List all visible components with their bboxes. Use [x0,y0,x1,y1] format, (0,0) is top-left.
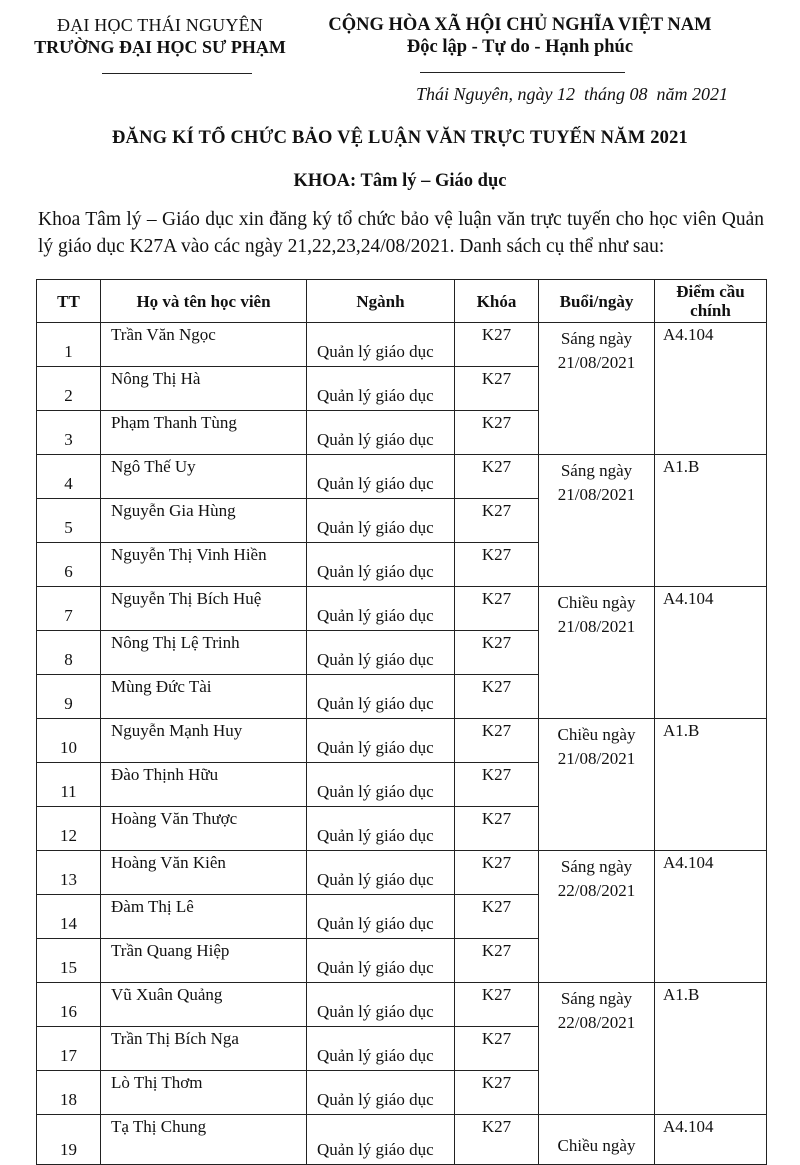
table-row [37,323,767,367]
session-date: 22/08/2021 [557,881,636,900]
school-underline [102,73,252,74]
row-khoa: K27 [455,1071,539,1115]
row-name: Nông Thị Hà [101,367,307,411]
table-row [37,587,767,631]
session-cell [539,587,655,719]
school-name: TRƯỜNG ĐẠI HỌC SƯ PHẠM [34,37,286,57]
row-name: Nguyễn Thị Bích Huệ [101,587,307,631]
student-table [36,279,767,1165]
row-name: Đàm Thị Lê [101,895,307,939]
row-tt: 2 [37,367,101,411]
room-cell: A4.104 [655,587,767,719]
row-name: Lò Thị Thơm [101,1071,307,1115]
row-khoa: K27 [455,323,539,367]
row-tt: 19 [37,1115,101,1165]
row-major: Quản lý giáo dục [307,719,455,763]
row-major: Quản lý giáo dục [307,983,455,1027]
row-name: Nguyễn Mạnh Huy [101,719,307,763]
row-tt: 10 [37,719,101,763]
intro-paragraph: Khoa Tâm lý – Giáo dục xin đăng ký tổ chức bảo vệ luận văn trực tuyến cho học viên Quản lý giáo dục K27A vào các ngày 21,22,23,24/08/2021. Danh sách cụ thể như sau: [38,209,764,257]
row-tt: 6 [37,543,101,587]
row-major: Quản lý giáo dục [307,1071,455,1115]
row-name: Nguyễn Thị Vinh Hiền [101,543,307,587]
session-date: 21/08/2021 [557,485,636,504]
row-tt: 12 [37,807,101,851]
session-label: Sáng ngày [560,989,633,1008]
row-name: Nguyễn Gia Hùng [101,499,307,543]
row-name: Trần Quang Hiệp [101,939,307,983]
table-row [37,1115,767,1165]
row-major: Quản lý giáo dục [307,323,455,367]
row-khoa: K27 [455,411,539,455]
room-cell: A4.104 [655,851,767,983]
row-major: Quản lý giáo dục [307,543,455,587]
row-major: Quản lý giáo dục [307,455,455,499]
row-major: Quản lý giáo dục [307,587,455,631]
session-label: Sáng ngày [560,857,633,876]
row-tt: 9 [37,675,101,719]
row-tt: 7 [37,587,101,631]
row-name: Hoàng Văn Thược [101,807,307,851]
session-label: Chiều ngày [557,593,636,612]
session-cell [539,983,655,1115]
university-name: ĐẠI HỌC THÁI NGUYÊN [57,15,263,35]
row-khoa: K27 [455,455,539,499]
row-name: Ngô Thế Uy [101,455,307,499]
table-row [37,719,767,763]
session-label: Chiều ngày [557,1136,636,1155]
row-khoa: K27 [455,587,539,631]
room-cell: A1.B [655,719,767,851]
row-tt: 11 [37,763,101,807]
row-major: Quản lý giáo dục [307,499,455,543]
session-date: 22/08/2021 [557,1013,636,1032]
table-body [37,323,767,1165]
session-label: Sáng ngày [560,461,633,480]
session-cell [539,455,655,587]
row-khoa: K27 [455,719,539,763]
document-title: ĐĂNG KÍ TỔ CHỨC BẢO VỆ LUẬN VĂN TRỰC TUYẾN NĂM 2021 [111,128,689,148]
header-khoa: Khóa [455,280,539,323]
header-tt: TT [37,280,101,323]
header-major: Ngành [307,280,455,323]
row-tt: 14 [37,895,101,939]
row-khoa: K27 [455,367,539,411]
row-name: Hoàng Văn Kiên [101,851,307,895]
session-cell [539,1115,655,1165]
row-name: Phạm Thanh Tùng [101,411,307,455]
faculty-name: KHOA: Tâm lý – Giáo dục [293,171,507,191]
row-name: Trần Văn Ngọc [101,323,307,367]
row-name: Vũ Xuân Quảng [101,983,307,1027]
row-major: Quản lý giáo dục [307,1115,455,1165]
row-major: Quản lý giáo dục [307,631,455,675]
row-khoa: K27 [455,499,539,543]
row-khoa: K27 [455,939,539,983]
session-cell [539,719,655,851]
row-khoa: K27 [455,807,539,851]
row-major: Quản lý giáo dục [307,895,455,939]
row-major: Quản lý giáo dục [307,367,455,411]
row-name: Tạ Thị Chung [101,1115,307,1165]
row-major: Quản lý giáo dục [307,675,455,719]
row-khoa: K27 [455,895,539,939]
room-cell: A4.104 [655,1115,767,1165]
row-major: Quản lý giáo dục [307,763,455,807]
table-row [37,851,767,895]
row-name: Đào Thịnh Hữu [101,763,307,807]
row-tt: 5 [37,499,101,543]
session-label: Chiều ngày [557,725,636,744]
row-major: Quản lý giáo dục [307,939,455,983]
session-date: 21/08/2021 [557,353,636,372]
row-tt: 4 [37,455,101,499]
room-cell: A4.104 [655,323,767,455]
header-name: Họ và tên học viên [101,280,307,323]
room-cell: A1.B [655,983,767,1115]
row-tt: 16 [37,983,101,1027]
row-tt: 3 [37,411,101,455]
session-cell [539,851,655,983]
motto-underline [420,72,625,73]
row-tt: 18 [37,1071,101,1115]
table-header-row [37,280,767,323]
session-label: Sáng ngày [560,329,633,348]
row-khoa: K27 [455,675,539,719]
country-name: CỘNG HÒA XÃ HỘI CHỦ NGHĨA VIỆT NAM [328,15,712,35]
row-name: Mùng Đức Tài [101,675,307,719]
row-khoa: K27 [455,763,539,807]
row-khoa: K27 [455,1027,539,1071]
row-major: Quản lý giáo dục [307,807,455,851]
row-name: Trần Thị Bích Nga [101,1027,307,1071]
session-date: 21/08/2021 [557,617,636,636]
header-session: Buổi/ngày [539,280,655,323]
session-date: 21/08/2021 [557,749,636,768]
row-khoa: K27 [455,631,539,675]
header-room: Điểm cầu chính [655,280,767,323]
room-cell: A1.B [655,455,767,587]
table-row [37,983,767,1027]
row-khoa: K27 [455,851,539,895]
row-tt: 17 [37,1027,101,1071]
table-row [37,455,767,499]
row-khoa: K27 [455,983,539,1027]
row-major: Quản lý giáo dục [307,851,455,895]
row-khoa: K27 [455,1115,539,1165]
row-tt: 8 [37,631,101,675]
national-header [300,14,740,58]
row-tt: 13 [37,851,101,895]
date-line: Thái Nguyên, ngày 12 tháng 08 năm 2021 [416,84,728,104]
row-tt: 15 [37,939,101,983]
national-motto: Độc lập - Tự do - Hạnh phúc [406,37,634,57]
session-cell [539,323,655,455]
row-tt: 1 [37,323,101,367]
row-major: Quản lý giáo dục [307,1027,455,1071]
row-name: Nông Thị Lệ Trinh [101,631,307,675]
issuer-header [10,14,310,58]
row-major: Quản lý giáo dục [307,411,455,455]
row-khoa: K27 [455,543,539,587]
